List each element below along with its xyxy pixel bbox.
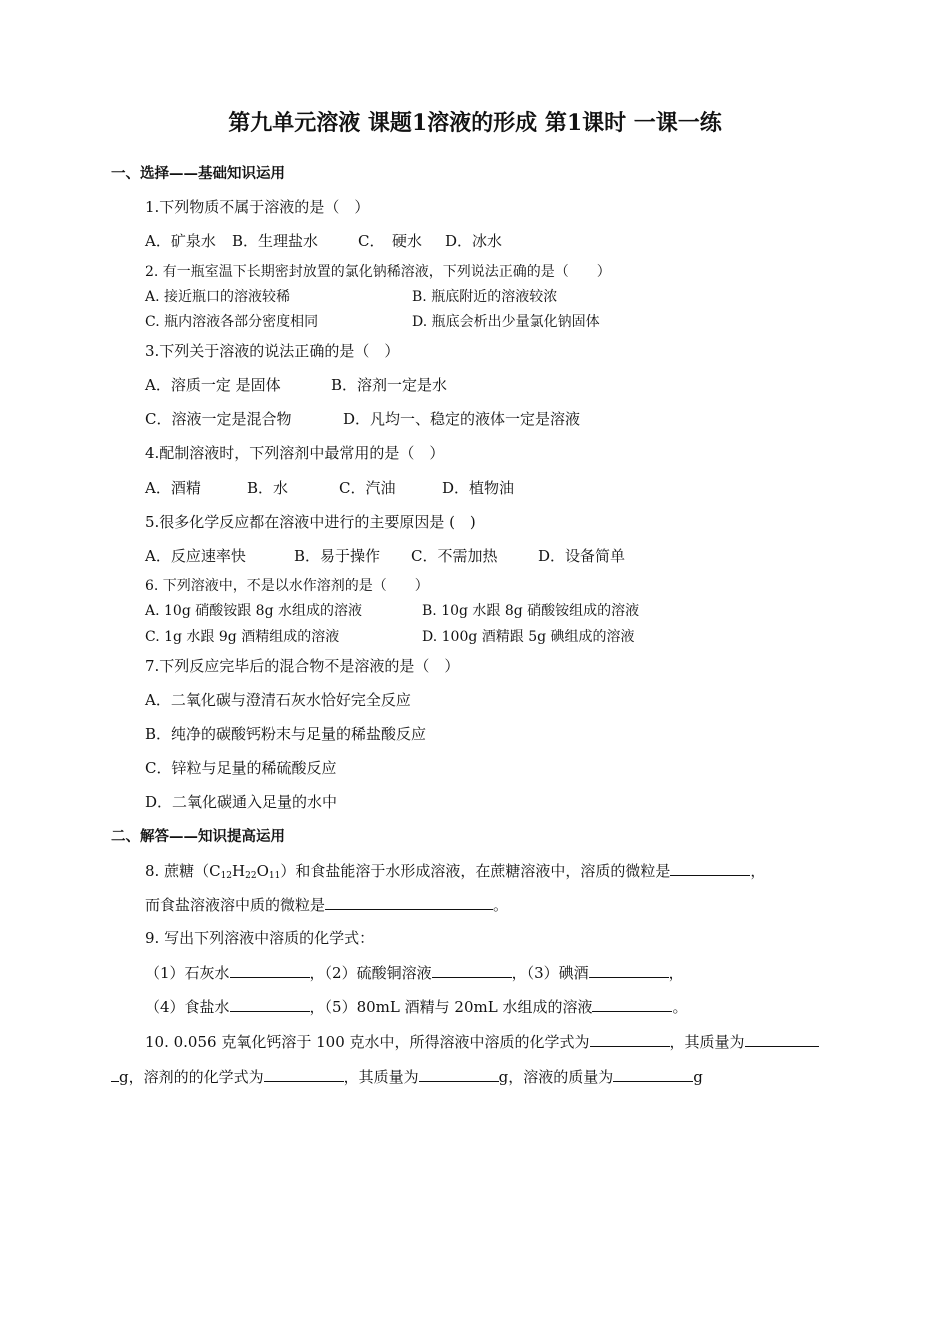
question-9-item: ，（5）80mL 酒精与 20mL 水组成的溶液 bbox=[309, 998, 593, 1016]
question-2-option-d: D. 瓶底会析出少量氯化钠固体 bbox=[412, 314, 600, 330]
question-4-stem: 4.配制溶液时，下列溶剂中最常用的是（ ） bbox=[145, 444, 445, 462]
question-1-option-a: A．矿泉水 bbox=[145, 232, 216, 250]
question-5-stem: 5.很多化学反应都在溶液中进行的主要原因是 ( ) bbox=[145, 513, 476, 531]
answer-blank[interactable] bbox=[230, 996, 310, 1012]
question-1-option-c: C． 硬水 bbox=[358, 232, 422, 250]
question-2-option-a: A. 接近瓶口的溶液较稀 bbox=[145, 289, 291, 305]
question-3-stem: 3.下列关于溶液的说法正确的是（ ） bbox=[145, 342, 400, 360]
question-4-option-b: B．水 bbox=[247, 479, 289, 497]
question-8-line-2 bbox=[145, 894, 508, 915]
answer-blank[interactable] bbox=[419, 1066, 499, 1082]
question-7-option-d: D．二氧化碳通入足量的水中 bbox=[145, 793, 338, 811]
answer-blank[interactable] bbox=[432, 962, 512, 978]
question-5-option-b: B．易于操作 bbox=[294, 547, 381, 565]
question-8-text: O bbox=[256, 862, 269, 880]
section-heading-choice: 一、选择——基础知识运用 bbox=[111, 165, 285, 182]
question-10-text: g，溶液的质量为 bbox=[498, 1068, 614, 1086]
question-10-text: g，溶剂的的化学式为 bbox=[119, 1068, 264, 1086]
question-2-stem: 2. 有一瓶室温下长期密封放置的氯化钠稀溶液，下列说法正确的是（ ） bbox=[145, 264, 611, 280]
section-heading-answer: 二、解答——知识提高运用 bbox=[111, 828, 285, 845]
question-8-text: ， bbox=[750, 862, 766, 880]
question-6-option-d: D. 100g 酒精跟 5g 碘组成的溶液 bbox=[422, 629, 635, 645]
answer-blank[interactable] bbox=[592, 996, 672, 1012]
question-8-text: 而食盐溶液溶中质的微粒是 bbox=[145, 896, 326, 914]
question-3-option-b: B．溶剂一定是水 bbox=[331, 376, 448, 394]
question-10-text: ，其质量为 bbox=[343, 1068, 419, 1086]
question-9-line-1 bbox=[145, 962, 684, 983]
question-1-option-b: B．生理盐水 bbox=[232, 232, 319, 250]
question-8-line-1 bbox=[145, 860, 765, 881]
answer-blank[interactable] bbox=[613, 1066, 693, 1082]
answer-blank[interactable] bbox=[111, 1066, 119, 1082]
question-5-option-c: C．不需加热 bbox=[411, 547, 498, 565]
question-8-text: H bbox=[232, 862, 246, 880]
page-title: 第九单元溶液 课题1溶液的形成 第1课时 一课一练 bbox=[228, 110, 722, 136]
question-3-option-a: A．溶质一定 是固体 bbox=[145, 376, 281, 394]
question-6-option-c: C. 1g 水跟 9g 酒精组成的溶液 bbox=[145, 629, 340, 645]
question-7-option-b: B．纯净的碳酸钙粉末与足量的稀盐酸反应 bbox=[145, 725, 427, 743]
answer-blank[interactable] bbox=[670, 860, 750, 876]
answer-blank[interactable] bbox=[264, 1066, 344, 1082]
question-3-option-c: C．溶液一定是混合物 bbox=[145, 410, 292, 428]
answer-blank[interactable] bbox=[589, 962, 669, 978]
question-10-text: 10. 0.056 克氧化钙溶于 100 克水中，所得溶液中溶质的化学式为 bbox=[145, 1033, 590, 1051]
answer-blank[interactable] bbox=[230, 962, 310, 978]
answer-blank[interactable] bbox=[325, 894, 493, 910]
question-9-item: ，（2）硫酸铜溶液 bbox=[309, 964, 432, 982]
question-7-stem: 7.下列反应完毕后的混合物不是溶液的是（ ） bbox=[145, 657, 460, 675]
answer-blank[interactable] bbox=[590, 1031, 670, 1047]
question-2-option-b: B. 瓶底附近的溶液较浓 bbox=[412, 289, 558, 305]
question-5-option-a: A．反应速率快 bbox=[145, 547, 246, 565]
question-10-text: g bbox=[693, 1068, 703, 1086]
question-10-line-2 bbox=[111, 1066, 703, 1087]
question-4-option-c: C．汽油 bbox=[339, 479, 396, 497]
question-4-option-d: D．植物油 bbox=[442, 479, 515, 497]
question-9-item: （1）石灰水 bbox=[145, 964, 230, 982]
question-2-option-c: C. 瓶内溶液各部分密度相同 bbox=[145, 314, 319, 330]
hydrogen-subscript: 22 bbox=[245, 871, 257, 881]
question-9-item: 。 bbox=[672, 998, 688, 1016]
question-10-line-1 bbox=[145, 1031, 819, 1052]
answer-blank[interactable] bbox=[745, 1031, 819, 1047]
question-3-option-d: D．凡均一、稳定的液体一定是溶液 bbox=[343, 410, 581, 428]
question-6-option-b: B. 10g 水跟 8g 硝酸铵组成的溶液 bbox=[422, 603, 640, 619]
question-9-item: （4）食盐水 bbox=[145, 998, 230, 1016]
oxygen-subscript: 11 bbox=[268, 871, 281, 881]
question-5-option-d: D．设备简单 bbox=[538, 547, 626, 565]
question-7-option-c: C．锌粒与足量的稀硫酸反应 bbox=[145, 759, 337, 777]
question-7-option-a: A．二氧化碳与澄清石灰水恰好完全反应 bbox=[145, 691, 411, 709]
question-8-text: ）和食盐能溶于水形成溶液，在蔗糖溶液中，溶质的微粒是 bbox=[280, 862, 671, 880]
question-1-stem: 1.下列物质不属于溶液的是（ ） bbox=[145, 198, 370, 216]
question-9-item: ，（3）碘酒 bbox=[511, 964, 589, 982]
question-6-stem: 6. 下列溶液中，不是以水作溶剂的是（ ） bbox=[145, 578, 429, 594]
question-8-text: 8. 蔗糖（C bbox=[145, 862, 221, 880]
question-6-option-a: A. 10g 硝酸铵跟 8g 水组成的溶液 bbox=[145, 603, 363, 619]
question-9-item: ， bbox=[668, 964, 684, 982]
question-10-text: ，其质量为 bbox=[669, 1033, 745, 1051]
question-1-option-d: D．冰水 bbox=[445, 232, 503, 250]
question-8-text: 。 bbox=[493, 896, 509, 914]
carbon-subscript: 12 bbox=[220, 871, 233, 881]
question-9-line-2 bbox=[145, 996, 687, 1017]
question-4-option-a: A．酒精 bbox=[145, 479, 201, 497]
question-9-stem: 9. 写出下列溶液中溶质的化学式： bbox=[145, 929, 375, 947]
